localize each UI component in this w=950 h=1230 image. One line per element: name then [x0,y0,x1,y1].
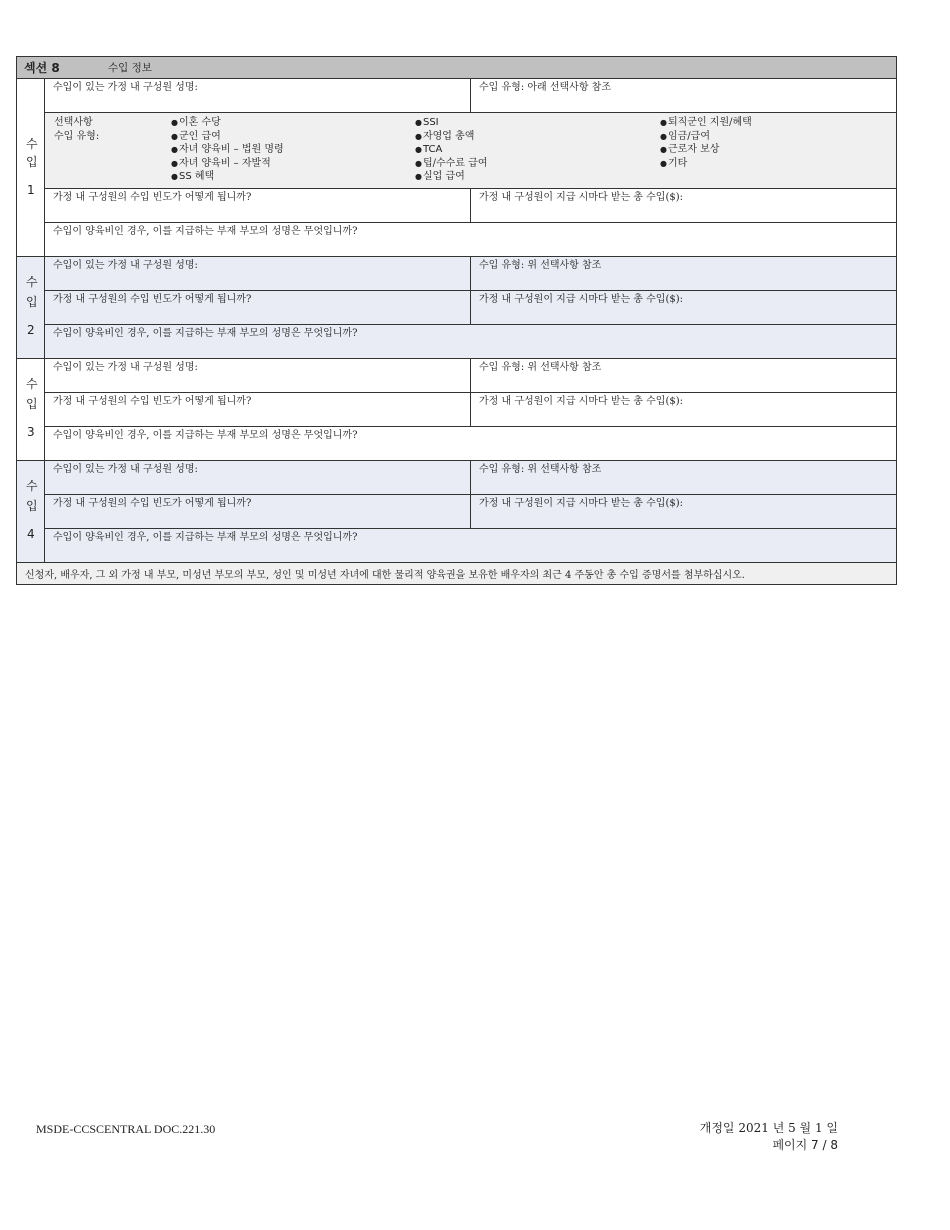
option-item[interactable]: ● 이혼 수당 [171,116,284,130]
option-item[interactable]: ● 기타 [660,157,752,171]
income-frequency-field[interactable]: 가정 내 구성원의 수입 빈도가 어떻게 됩니까? [45,495,471,528]
section-title: 수입 정보 [108,62,152,74]
option-item[interactable]: ● 자녀 양육비 – 자발적 [171,157,284,171]
income-block-2 [17,257,896,359]
member-name-field[interactable]: 수입이 있는 가정 내 구성원 성명: [45,359,471,392]
income-type-field[interactable]: 수입 유형: 아래 선택사항 참조 [479,82,612,93]
income-frequency-field[interactable]: 가정 내 구성원의 수입 빈도가 어떻게 됩니까? [45,291,471,324]
absent-parent-field[interactable]: 수입이 양육비인 경우, 이를 지급하는 부재 부모의 성명은 무엇입니까? [53,226,358,237]
income-type-field[interactable]: 수입 유형: 위 선택사항 참조 [479,260,602,271]
option-item[interactable]: ● 실업 급여 [415,170,488,184]
options-label: 선택사항 [54,117,93,128]
member-name-field[interactable]: 수입이 있는 가정 내 구성원 성명: [45,79,471,112]
option-item[interactable]: ● 팁/수수료 급여 [415,157,488,171]
absent-parent-field[interactable]: 수입이 양육비인 경우, 이를 지급하는 부재 부모의 성명은 무엇입니까? [53,430,358,441]
income-total-field[interactable]: 가정 내 구성원이 지급 시마다 받는 총 수입($): [479,396,684,407]
page-number: 7 / 8 [811,1138,838,1152]
income-side-label: 수 입 2 [17,257,45,358]
page-prefix: 페이지 [772,1138,808,1152]
member-name-field[interactable]: 수입이 있는 가정 내 구성원 성명: [45,257,471,290]
revision-info [700,1120,838,1154]
income-type-field[interactable]: 수입 유형: 위 선택사항 참조 [479,362,602,373]
document-id: MSDE-CCSCENTRAL DOC.221.30 [36,1122,216,1136]
income-proof-note: 신청자, 배우자, 그 외 가정 내 부모, 미성년 부모의 부모, 성인 및 미성년 자녀에 대한 물리적 양육권을 보유한 배우자의 최근 4 주동안 총 수입 증명서를 첨부하십시오. [17,563,896,584]
income-total-field[interactable]: 가정 내 구성원이 지급 시마다 받는 총 수입($): [479,294,684,305]
income-block-3 [17,359,896,461]
income-side-label: 수 입 3 [17,359,45,460]
revision-date: 개정일 2021 년 5 월 1 일 [699,1121,838,1135]
income-side-label: 수 입 4 [17,461,45,562]
income-number: 1 [27,183,35,197]
option-item[interactable]: ● 근로자 보상 [660,143,752,157]
page-indicator [700,1137,838,1154]
income-type-field[interactable]: 수입 유형: 위 선택사항 참조 [479,464,602,475]
income-total-field[interactable]: 가정 내 구성원이 지급 시마다 받는 총 수입($): [479,192,684,203]
income-side-label: 수 입 1 [17,79,45,256]
option-item[interactable]: ● SS 혜택 [171,170,284,184]
income-frequency-field[interactable]: 가정 내 구성원의 수입 빈도가 어떻게 됩니까? [45,393,471,426]
absent-parent-field[interactable]: 수입이 양육비인 경우, 이를 지급하는 부재 부모의 성명은 무엇입니까? [53,532,358,543]
option-item[interactable]: ● 자영업 총액 [415,130,488,144]
option-item[interactable]: ● 퇴직군인 지원/혜택 [660,116,752,130]
options-label-2: 수입 유형: [54,130,100,142]
section-label: 섹션 8 [24,61,60,75]
income-info-form [16,56,897,585]
option-item[interactable]: ● 자녀 양육비 – 법원 명령 [171,143,284,157]
member-name-field[interactable]: 수입이 있는 가정 내 구성원 성명: [45,461,471,494]
income-frequency-field[interactable]: 가정 내 구성원의 수입 빈도가 어떻게 됩니까? [45,189,471,222]
income-total-field[interactable]: 가정 내 구성원이 지급 시마다 받는 총 수입($): [479,498,684,509]
income-number: 4 [27,527,35,541]
income-block-4 [17,461,896,563]
option-item[interactable]: ● SSI [415,116,488,130]
option-item[interactable]: ● 군인 급여 [171,130,284,144]
absent-parent-field[interactable]: 수입이 양육비인 경우, 이를 지급하는 부재 부모의 성명은 무엇입니까? [53,328,358,339]
option-item[interactable]: ● TCA [415,143,488,157]
section-header [17,57,896,79]
income-number: 3 [27,425,35,439]
income-type-options [45,113,896,189]
option-item[interactable]: ● 임금/급여 [660,130,752,144]
income-block-1 [17,79,896,257]
income-number: 2 [27,323,35,337]
